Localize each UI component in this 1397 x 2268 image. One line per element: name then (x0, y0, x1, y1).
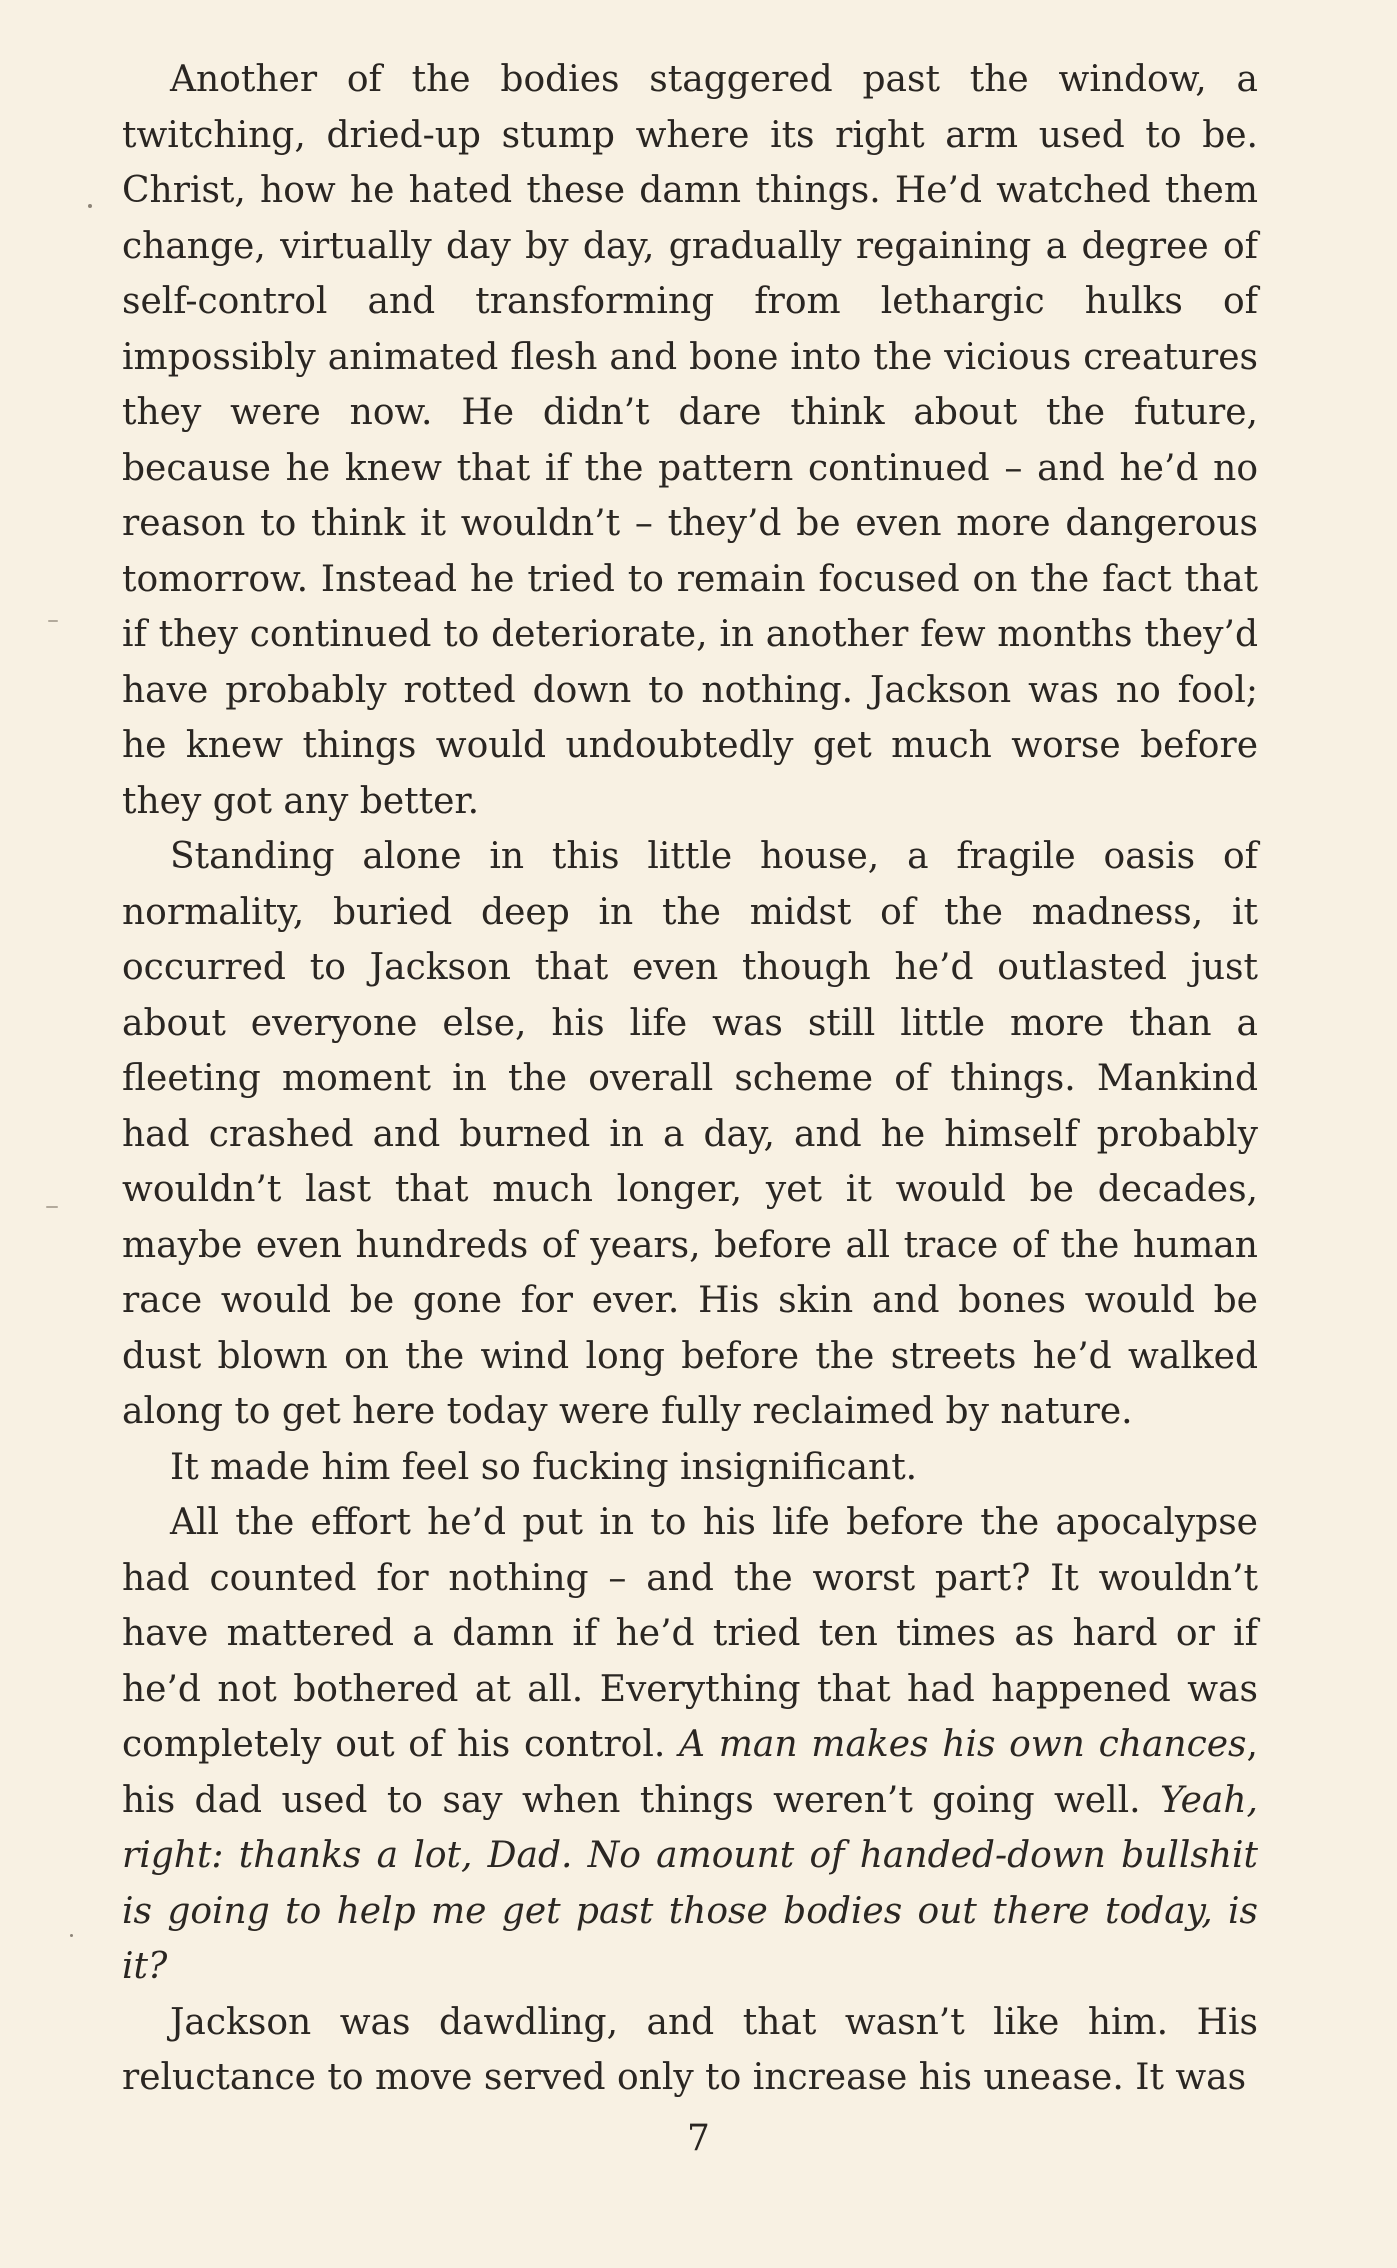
italic-text-segment: A man makes his own chances (679, 1724, 1247, 1765)
text-segment: It made him feel so fucking insignificant. (170, 1446, 918, 1488)
paragraph (122, 1995, 1258, 2106)
text-segment: , his dad used to say when things weren’t going well. (122, 1724, 1258, 1821)
paragraph (122, 1495, 1258, 1995)
paragraph (122, 829, 1258, 1440)
print-speck (46, 1206, 58, 1208)
body-text (122, 52, 1258, 2106)
text-segment: Another of the bodies staggered past the window, a twitching, dried-up stump where its right arm used to be. Christ, how he hated these damn things. He’d watched them change, virtually day by day, gradually regaining a degree of self-control and transforming from lethargic hulks of impossibly animated flesh and bone into the vicious creatures they were now. He didn’t dare think about the future, because he knew that if the pattern continued – and he’d no reason to think it wouldn’t – they’d be even more dangerous tomorrow. Instead he tried to remain focused on the fact that if they continued to deteriorate, in another few months they’d have probably rotted down to nothing. Jackson was no fool; he knew things would undoubtedly get much worse before they got any better. (122, 59, 1258, 822)
text-segment: Standing alone in this little house, a fragile oasis of normality, buried deep in the midst of the madness, it occurred to Jackson that even though he’d outlasted just about everyone else, his life was still little more than a fleeting moment in the overall scheme of things. Mankind had crashed and burned in a day, and he himself probably wouldn’t last that much longer, yet it would be decades, maybe even hundreds of years, before all trace of the human race would be gone for ever. His skin and bones would be dust blown on the wind long before the streets he’d walked along to get here today were fully reclaimed by nature. (122, 836, 1258, 1432)
print-speck (48, 620, 58, 622)
print-speck (70, 1934, 73, 1937)
paragraph (122, 1440, 1258, 1496)
print-speck (88, 204, 92, 208)
text-segment: Jackson was dawdling, and that wasn’t like him. His reluctance to move served only to increase his unease. It was (122, 2001, 1258, 2098)
italic-text-segment: Yeah, right: thanks a lot, Dad. No amount of handed-down bullshit is going to help me get past those bodies out there today, is it? (122, 1779, 1258, 1987)
text-segment: All the effort he’d put in to his life before the apocalypse had counted for nothing – and the worst part? It wouldn’t have mattered a damn if he’d tried ten times as hard or if he’d not bothered at all. Everything that had happened was completely out of his control. (122, 1502, 1258, 1765)
paragraph (122, 52, 1258, 829)
page-number: 7 (687, 2118, 710, 2159)
